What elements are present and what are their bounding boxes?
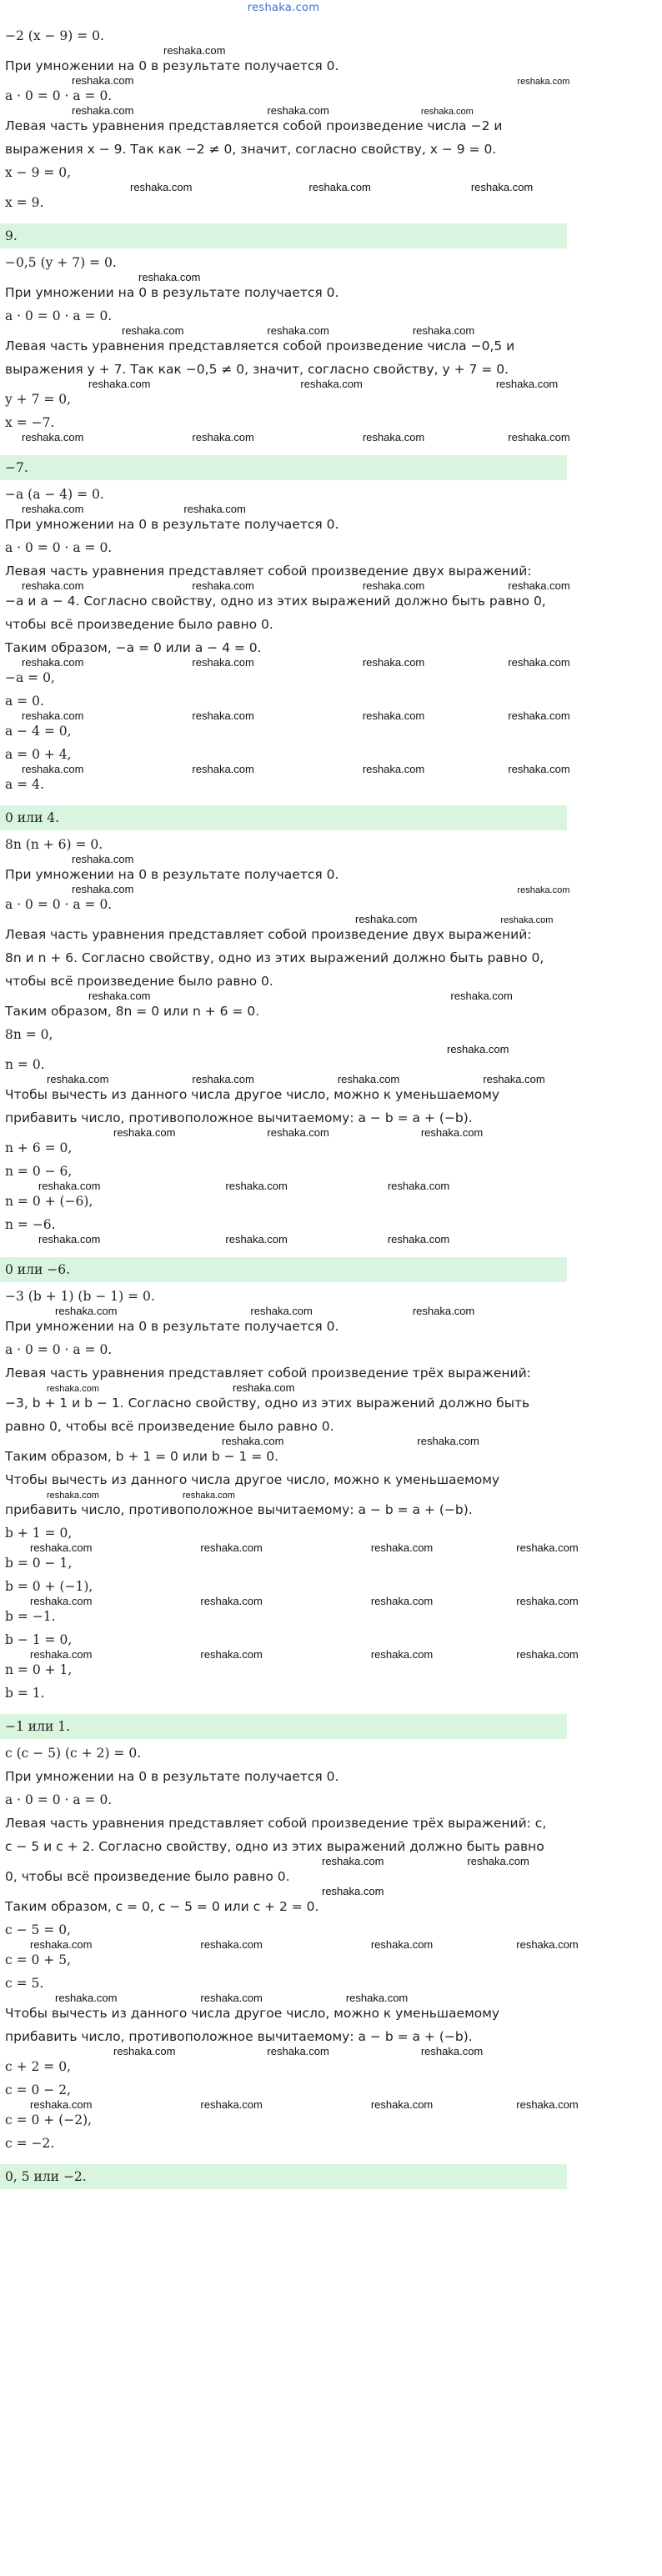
solution-line: Левая часть уравнения представляет собой произведение двух выражений: bbox=[5, 927, 532, 942]
watermark: reshaka.com reshaka.com bbox=[72, 883, 570, 895]
solution-line: Левая часть уравнения представляется собой произведение числа −2 и bbox=[5, 118, 503, 133]
watermark: reshaka.com reshaka.com bbox=[22, 503, 246, 515]
watermark: reshaka.com reshaka.com reshaka.com reshaka.com bbox=[22, 763, 570, 775]
watermark: reshaka.com reshaka.com bbox=[88, 990, 513, 1002]
watermark: reshaka.com bbox=[163, 44, 226, 57]
site-header bbox=[0, 0, 567, 22]
watermark: reshaka.com reshaka.com reshaka.com reshaka.com bbox=[30, 1541, 579, 1554]
solution-line: чтобы всё произведение было равно 0. bbox=[5, 617, 273, 632]
solution-line: 8n = 0, bbox=[5, 1027, 53, 1042]
watermark: reshaka.com reshaka.com bbox=[72, 74, 570, 87]
watermark: reshaka.com reshaka.com bbox=[322, 1855, 529, 1867]
problem-equation: 8n (n + 6) = 0. bbox=[5, 837, 103, 852]
solution-line: прибавить число, противоположное вычитаемому: a − b = a + (−b). bbox=[5, 1502, 473, 1517]
solution-line: x − 9 = 0, bbox=[5, 165, 72, 180]
solution-line: n = 0. bbox=[5, 1057, 45, 1072]
solution-line: чтобы всё произведение было равно 0. bbox=[5, 974, 273, 989]
solution-line: Левая часть уравнения представляет собой произведение трёх выражений: c, bbox=[5, 1816, 547, 1831]
solution-line: Левая часть уравнения представляется собой произведение числа −0,5 и bbox=[5, 338, 515, 353]
solution-line: n = 0 − 6, bbox=[5, 1164, 73, 1179]
watermark: reshaka.com reshaka.com reshaka.com reshaka.com bbox=[47, 1073, 545, 1085]
watermark: reshaka.com reshaka.com reshaka.com bbox=[130, 181, 534, 193]
solution-line: −a = 0, bbox=[5, 670, 55, 685]
solution-line: n = −6. bbox=[5, 1217, 56, 1232]
answer-bar: −7. bbox=[0, 455, 567, 480]
solution-line: c − 5 и c + 2. Согласно свойству, одно из этих выражений должно быть равно bbox=[5, 1839, 544, 1854]
problem-equation: −a (a − 4) = 0. bbox=[5, 487, 104, 502]
solution-line: a = 0 + 4, bbox=[5, 747, 72, 762]
answer-bar: 0 или −6. bbox=[0, 1257, 567, 1282]
watermark: reshaka.com reshaka.com bbox=[355, 913, 554, 925]
problem-equation: −3 (b + 1) (b − 1) = 0. bbox=[5, 1289, 155, 1304]
watermark: reshaka.com bbox=[447, 1043, 509, 1055]
solution-line: c = 5. bbox=[5, 1976, 44, 1991]
watermark: reshaka.com reshaka.com bbox=[47, 1381, 295, 1394]
solution-line: a · 0 = 0 · a = 0. bbox=[5, 308, 113, 323]
solution-line: прибавить число, противоположное вычитаемому: a − b = a + (−b). bbox=[5, 1110, 473, 1125]
solution-line: b = 0 − 1, bbox=[5, 1556, 73, 1571]
solution-line: −3, b + 1 и b − 1. Согласно свойству, одно из этих выражений должно быть bbox=[5, 1396, 530, 1411]
solution-line: При умножении на 0 в результате получается 0. bbox=[5, 867, 339, 882]
watermark: reshaka.com reshaka.com reshaka.com bbox=[38, 1180, 450, 1192]
watermark: reshaka.com reshaka.com reshaka.com bbox=[55, 1305, 475, 1317]
watermark: reshaka.com reshaka.com reshaka.com reshaka.com bbox=[22, 579, 570, 592]
watermark: reshaka.com reshaka.com reshaka.com bbox=[113, 1126, 484, 1139]
watermark: reshaka.com bbox=[72, 853, 134, 865]
solution-line: b = 1. bbox=[5, 1686, 45, 1701]
solution-line: n = 0 + (−6), bbox=[5, 1194, 93, 1209]
solution-line: При умножении на 0 в результате получается 0. bbox=[5, 517, 339, 532]
solution-line: a · 0 = 0 · a = 0. bbox=[5, 1792, 113, 1807]
solution-line: n + 6 = 0, bbox=[5, 1140, 73, 1155]
solution-line: c = 0 + (−2), bbox=[5, 2112, 93, 2127]
answer-bar: 9. bbox=[0, 223, 567, 248]
solution-line: c = −2. bbox=[5, 2136, 55, 2151]
solution-line: При умножении на 0 в результате получается 0. bbox=[5, 1319, 339, 1334]
solution-line: a · 0 = 0 · a = 0. bbox=[5, 897, 113, 912]
answer-bar: 0, 5 или −2. bbox=[0, 2164, 567, 2189]
solution-line: x = −7. bbox=[5, 415, 55, 430]
solution-line: Таким образом, c = 0, c − 5 = 0 или c + 2 = 0. bbox=[5, 1899, 319, 1914]
answer-bar: −1 или 1. bbox=[0, 1714, 567, 1739]
solution-line: Таким образом, −a = 0 или a − 4 = 0. bbox=[5, 640, 262, 655]
solution-line: Чтобы вычесть из данного числа другое число, можно к уменьшаемому bbox=[5, 1472, 500, 1487]
solution-line: 8n и n + 6. Согласно свойству, одно из этих выражений должно быть равно 0, bbox=[5, 950, 544, 965]
watermark: reshaka.com reshaka.com reshaka.com reshaka.com bbox=[30, 1648, 579, 1661]
solution-line: равно 0, чтобы всё произведение было равно 0. bbox=[5, 1419, 334, 1434]
solution-line: c = 0 − 2, bbox=[5, 2082, 72, 2097]
solution-line: выражения x − 9. Так как −2 ≠ 0, значит, согласно свойству, x − 9 = 0. bbox=[5, 142, 497, 157]
site-logo-text[interactable]: reshaka.com bbox=[247, 2, 320, 14]
solution-line: При умножении на 0 в результате получается 0. bbox=[5, 285, 339, 300]
watermark: reshaka.com reshaka.com bbox=[222, 1435, 479, 1447]
solution-line: a · 0 = 0 · a = 0. bbox=[5, 88, 113, 103]
solution-line: прибавить число, противоположное вычитаемому: a − b = a + (−b). bbox=[5, 2029, 473, 2044]
solution-line: Таким образом, b + 1 = 0 или b − 1 = 0. bbox=[5, 1449, 278, 1464]
problem-equation: c (c − 5) (c + 2) = 0. bbox=[5, 1746, 142, 1761]
watermark: reshaka.com reshaka.com reshaka.com bbox=[122, 324, 475, 337]
watermark: reshaka.com reshaka.com reshaka.com reshaka.com bbox=[22, 709, 570, 722]
watermark: reshaka.com reshaka.com reshaka.com bbox=[55, 1992, 409, 2004]
solution-line: b + 1 = 0, bbox=[5, 1526, 73, 1541]
watermark: reshaka.com reshaka.com reshaka.com bbox=[38, 1233, 450, 1245]
solution-line: Чтобы вычесть из данного числа другое число, можно к уменьшаемому bbox=[5, 2006, 500, 2021]
solution-line: При умножении на 0 в результате получается 0. bbox=[5, 1769, 339, 1784]
solution-line: a = 0. bbox=[5, 694, 44, 709]
solution-line: 0, чтобы всё произведение было равно 0. bbox=[5, 1869, 290, 1884]
solution-line: a · 0 = 0 · a = 0. bbox=[5, 1342, 113, 1357]
answer-bar: 0 или 4. bbox=[0, 805, 567, 830]
solution-line: n = 0 + 1, bbox=[5, 1662, 73, 1677]
watermark: reshaka.com reshaka.com reshaka.com bbox=[113, 2045, 484, 2057]
watermark: reshaka.com bbox=[322, 1885, 384, 1897]
watermark: reshaka.com reshaka.com reshaka.com reshaka.com bbox=[30, 1595, 579, 1607]
solution-line: Левая часть уравнения представляет собой произведение трёх выражений: bbox=[5, 1366, 531, 1381]
watermark: reshaka.com reshaka.com reshaka.com bbox=[72, 104, 474, 117]
solution-content bbox=[0, 27, 579, 2189]
watermark: reshaka.com reshaka.com reshaka.com bbox=[88, 378, 559, 390]
solution-line: b = −1. bbox=[5, 1609, 56, 1624]
solution-line: При умножении на 0 в результате получается 0. bbox=[5, 58, 339, 73]
solution-line: c + 2 = 0, bbox=[5, 2059, 72, 2074]
watermark: reshaka.com reshaka.com reshaka.com reshaka.com bbox=[22, 431, 570, 444]
solution-line: b − 1 = 0, bbox=[5, 1632, 73, 1647]
solution-line: −a и a − 4. Согласно свойству, одно из этих выражений должно быть равно 0, bbox=[5, 594, 546, 609]
solution-line: x = 9. bbox=[5, 195, 44, 210]
solution-line: y + 7 = 0, bbox=[5, 392, 72, 407]
problem-equation: −0,5 (y + 7) = 0. bbox=[5, 255, 117, 270]
watermark: reshaka.com bbox=[138, 271, 201, 283]
solution-line: a · 0 = 0 · a = 0. bbox=[5, 540, 113, 555]
solution-line: Левая часть уравнения представляет собой произведение двух выражений: bbox=[5, 564, 532, 579]
solution-line: b = 0 + (−1), bbox=[5, 1579, 93, 1594]
solution-line: Чтобы вычесть из данного числа другое число, можно к уменьшаемому bbox=[5, 1087, 500, 1102]
problem-equation: −2 (x − 9) = 0. bbox=[5, 28, 104, 43]
solution-line: c = 0 + 5, bbox=[5, 1952, 72, 1967]
watermark: reshaka.com reshaka.com bbox=[47, 1491, 235, 1501]
watermark: reshaka.com reshaka.com reshaka.com reshaka.com bbox=[30, 2098, 579, 2111]
solution-line: a − 4 = 0, bbox=[5, 724, 72, 739]
solution-line: выражения y + 7. Так как −0,5 ≠ 0, значит, согласно свойству, y + 7 = 0. bbox=[5, 362, 509, 377]
watermark: reshaka.com reshaka.com reshaka.com reshaka.com bbox=[30, 1938, 579, 1951]
solution-line: c − 5 = 0, bbox=[5, 1922, 72, 1937]
solution-line: a = 4. bbox=[5, 777, 44, 792]
solution-line: Таким образом, 8n = 0 или n + 6 = 0. bbox=[5, 1004, 260, 1019]
watermark: reshaka.com reshaka.com reshaka.com reshaka.com bbox=[22, 656, 570, 669]
